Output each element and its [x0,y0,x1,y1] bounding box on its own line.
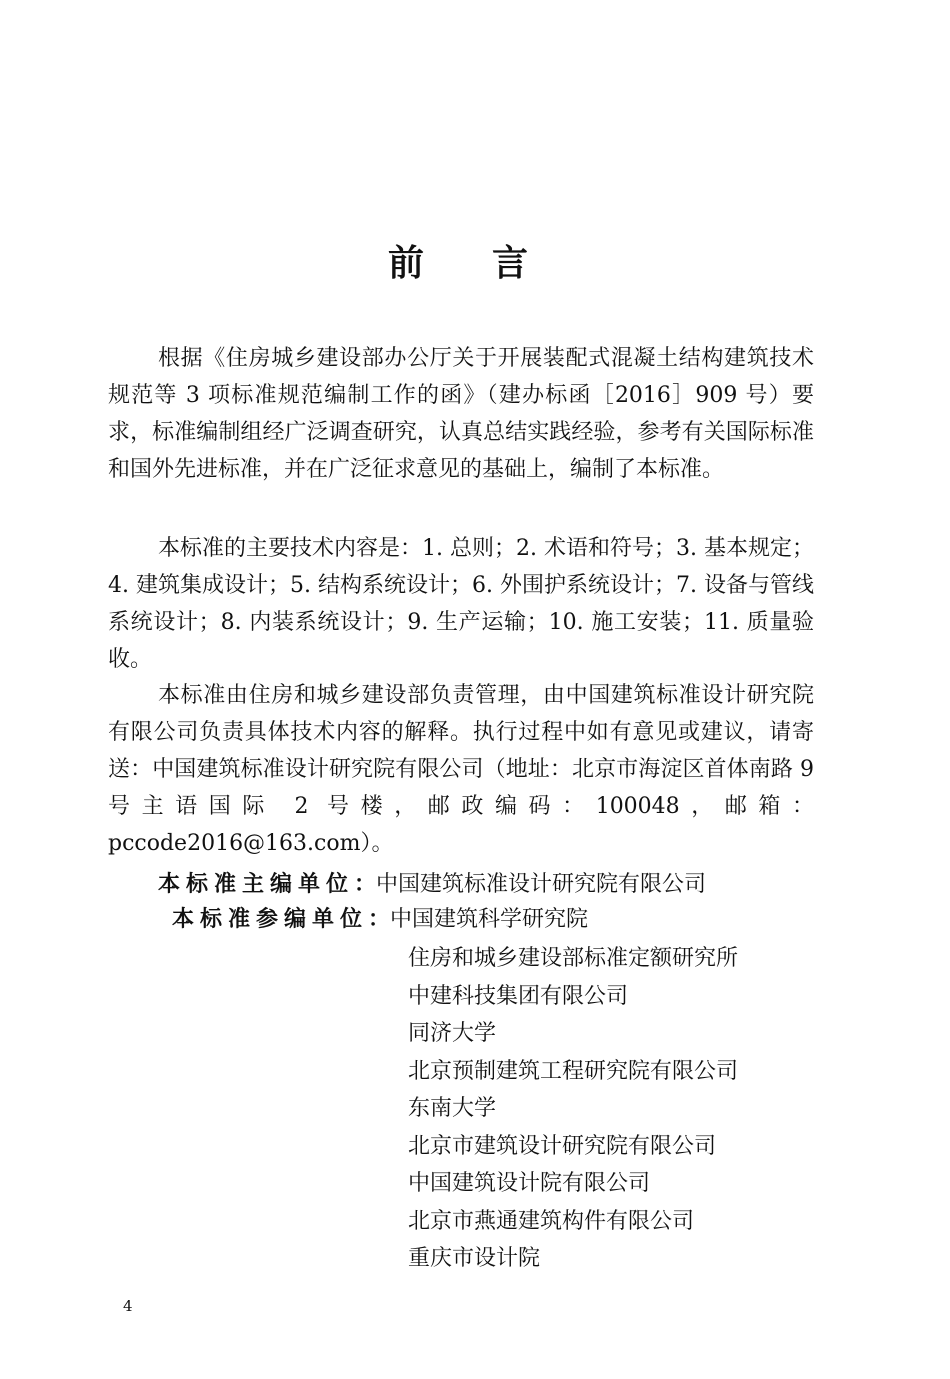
paragraph-main-contents [108,530,814,678]
paragraph-text: 根据《住房城乡建设部办公厅关于开展装配式混凝土结构建筑技术规范等 3 项标准规范编制工作的函》（建办标函［2016］909 号）要求，标准编制组经广泛调查研究，认真总结实践经验，参考有关国际标准和国外先进标准，并在广泛征求意见的基础上，编制了本标准。 [108,346,814,482]
list-item: 中建科技集团有限公司 [408,983,629,1009]
paragraph-basis [108,340,814,488]
chief-editor-unit-row [158,868,706,902]
participating-unit-row [172,903,588,937]
chief-editor-unit-colon: ： [354,872,377,897]
paragraph-text: 本标准的主要技术内容是：1. 总则；2. 术语和符号；3. 基本规定；4. 建筑集成设计；5. 结构系统设计；6. 外围护系统设计；7. 设备与管线系统设计；8. 内装系统设计；9. 生产运输；10. 施工安装；11. 质量验收。 [108,536,814,672]
participating-unit-colon: ： [368,907,391,932]
title-char-second: 言 [492,243,531,284]
page-number: 4 [123,1297,133,1315]
list-item: 住房和城乡建设部标准定额研究所 [408,946,739,971]
list-item: 重庆市设计院 [408,1246,541,1271]
list-item: 同济大学 [408,1021,497,1046]
list-item: 北京市燕通建筑构件有限公司 [408,1208,695,1234]
list-item: 中国建筑设计院有限公司 [408,1171,651,1196]
paragraph-management [108,677,814,862]
list-item: 北京市建筑设计研究院有限公司 [408,1133,717,1159]
chief-editor-unit-label: 本标准主编单位 [158,872,355,897]
chief-editor-unit-name: 中国建筑标准设计研究院有限公司 [376,872,707,897]
page-title [0,238,918,290]
paragraph-text: 本标准由住房和城乡建设部负责管理，由中国建筑标准设计研究院有限公司负责具体技术内容的解释。执行过程中如有意见或建议，请寄送：中国建筑标准设计研究院有限公司（地址：北京市海淀区首体南路 9 号主语国际 2 号楼，邮政编码：100048，邮箱：pccode2016@163.com）。 [108,683,814,856]
participating-units-list [408,940,738,1278]
list-item: 东南大学 [408,1096,497,1121]
list-item: 北京预制建筑工程研究院有限公司 [408,1058,739,1084]
participating-unit-label: 本标准参编单位 [172,907,369,932]
participating-unit-name: 中国建筑科学研究院 [390,907,589,932]
title-char-first: 前 [387,243,426,284]
